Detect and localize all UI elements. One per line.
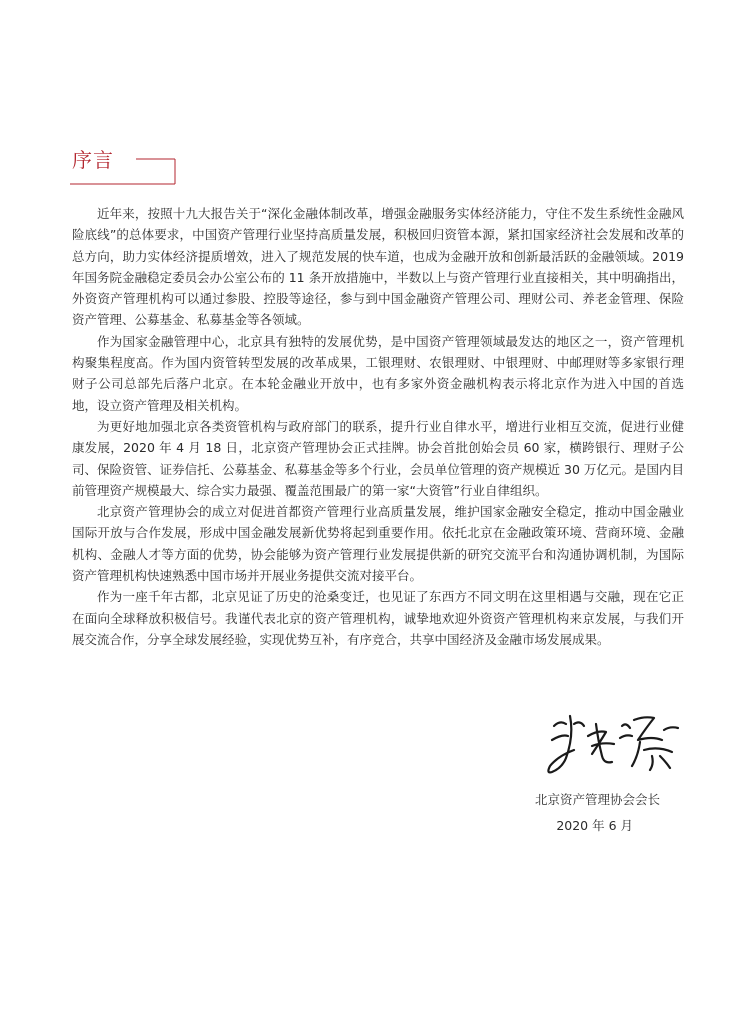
paragraph: 近年来，按照十九大报告关于“深化金融体制改革，增强金融服务实体经济能力，守住不发生系统性金融风险底线”的总体要求，中国资产管理行业坚持高质量发展，积极回归资管本源，紧扣国家经济社会发展和改革的总方向，助力实体经济提质增效，进入了规范发展的快车道，也成为金融开放和创新最活跃的金融领域。2019 年国务院金融稳定委员会办公室公布的 11 条开放措施中，半数以上与资产管理行业直接相关，其中明确指出，外资资产管理机构可以通过参股、控股等途径，参与到中国金融资产管理公司、理财公司、养老金管理、保险资产管理、公募基金、私募基金等各领域。 bbox=[72, 206, 684, 328]
page-title: 序言 bbox=[72, 148, 114, 172]
paragraph: 为更好地加强北京各类资管机构与政府部门的联系，提升行业自律水平，增进行业相互交流，促进行业健康发展，2020 年 4 月 18 日，北京资产管理协会正式挂牌。协会首批创始会员 60 家，横跨银行、理财子公司、保险资管、证券信托、公募基金、私募基金等多个行业，会员单位管理的资产规模近 30 万亿元。是国内目前管理资产规模最大、综合实力最强、覆盖范围最广的第一家“大资管”行业自律组织。 bbox=[72, 418, 684, 498]
paragraph: 作为国家金融管理中心，北京具有独特的发展优势，是中国资产管理领域最发达的地区之一，资产管理机构聚集程度高。作为国内资管转型发展的改革成果，工银理财、农银理财、中银理财、中邮理财等多家银行理财子公司总部先后落户北京。在本轮金融业开放中，也有多家外资金融机构表示将北京作为进入中国的首选地，设立资产管理及相关机构。 bbox=[72, 333, 684, 413]
signature-date: 2020 年 6 月 bbox=[556, 818, 633, 833]
section-heading bbox=[70, 146, 180, 186]
preface-body bbox=[72, 203, 684, 650]
handwritten-signature bbox=[540, 706, 690, 782]
paragraph: 作为一座千年古都，北京见证了历史的沧桑变迁，也见证了东西方不同文明在这里相遇与交融，现在它正在面向全球释放积极信号。我谨代表北京的资产管理机构，诚挚地欢迎外资资产管理机构来京发展，与我们开展交流合作，分享全球发展经验，实现优势互补，有序竞合，共享中国经济及金融市场发展成果。 bbox=[72, 589, 684, 647]
signatory-role: 北京资产管理协会会长 bbox=[534, 792, 660, 807]
paragraph: 北京资产管理协会的成立对促进首都资产管理行业高质量发展，维护国家金融安全稳定，推动中国金融业国际开放与合作发展，形成中国金融发展新优势将起到重要作用。依托北京在金融政策环境、营商环境、金融机构、金融人才等方面的优势，协会能够为资产管理行业发展提供新的研究交流平台和沟通协调机制，为国际资产管理机构快速熟悉中国市场并开展业务提供交流对接平台。 bbox=[72, 504, 684, 584]
